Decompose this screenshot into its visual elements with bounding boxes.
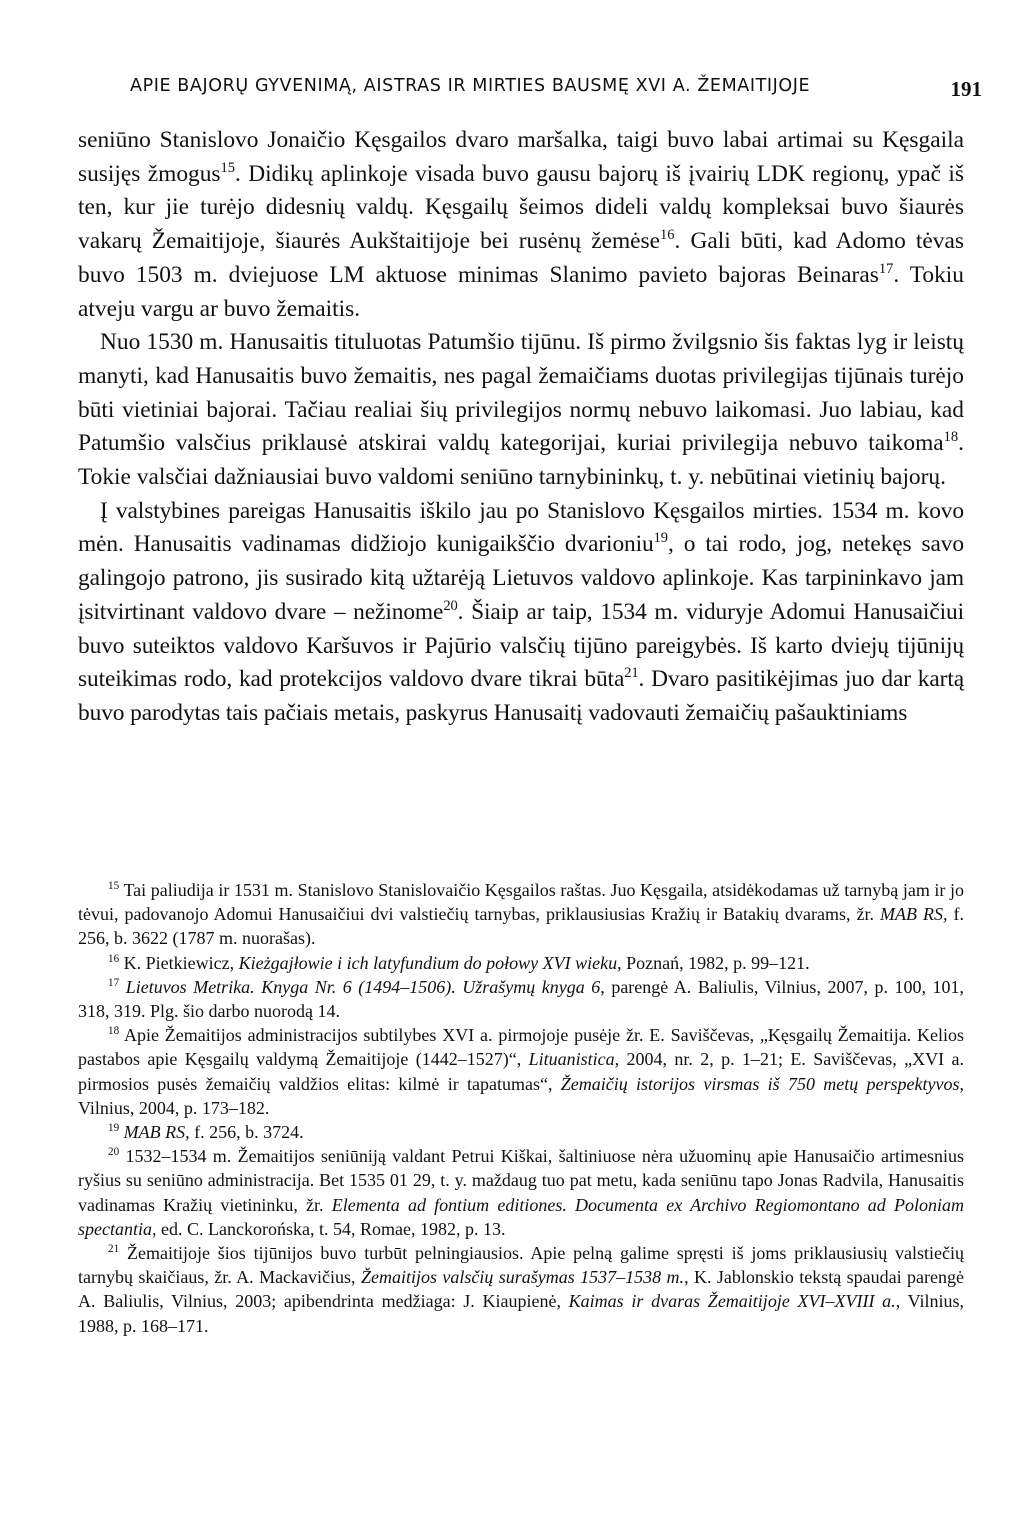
paragraph-text: . Tokiu atveju vargu ar buvo žemaitis.: [78, 261, 965, 322]
running-header: [78, 70, 982, 110]
footnote-ref-21: 21: [624, 665, 639, 682]
footnote-italic: Kieżgajłowie i ich latyfundium do połowy XVI wieku: [238, 952, 618, 973]
footnote-text: Apie Žemaitijos administracijos subtilybes XVI a. pirmojoje pusėje žr. E. Saviščevas, „Kęsgailų Žemaitija. Kelios pastabos apie Kęsgailų valdymą Žemaitijoje (1442–1527)“,: [78, 1025, 964, 1070]
footnote-text: , K. Jablonskio tekstą spaudai parengė A. Baliulis, Vilnius, 2003; apibendrinta medžiaga: J. Kiaupienė,: [78, 1267, 965, 1312]
footnote-italic: Elementa ad fontium editiones. Documenta ex Archivo Regiomontano ad Poloniam spectantia: [78, 1194, 965, 1239]
paragraph-text: . Gali būti, kad Adomo tėvas buvo 1503 m. dviejuose LM aktuose minimas Slanimo pavieto bajoras Beinaras: [78, 228, 964, 288]
footnote-ref-20: 20: [443, 598, 458, 615]
footnote-ref-15: 15: [220, 159, 236, 176]
footnote-number: 15: [108, 880, 120, 892]
footnote-italic: Lietuvos Metrika. Knyga Nr. 6 (1494–1506). Užrašymų knyga 6: [125, 976, 601, 997]
footnote-text: K. Pietkiewicz,: [123, 952, 239, 973]
footnote-number: 18: [108, 1025, 120, 1038]
footnote-text: , parengė A. Baliulis, Vilnius, 2007, p. 100, 101, 318, 319. Plg. šio darbo nuorodą 14.: [78, 976, 965, 1022]
footnote-italic: Lituanistica: [528, 1049, 615, 1070]
paragraph-text: . Dvaro pasitikėjimas juo dar kartą buvo parodytas tais pačiais metais, paskyrus Hanusaitį vadovauti žemaičių pašauktiniams: [78, 666, 965, 726]
footnote-text: , Poznań, 1982, p. 99–121.: [617, 952, 810, 973]
paragraph-text: seniūno Stanislovo Jonaičio Kęsgailos dvaro maršalka, taigi buvo labai artimai su Kęsgaila susijęs žmogus: [78, 127, 964, 187]
footnote-text: f. 256, b. 3724.: [189, 1122, 304, 1143]
page-number: 191: [950, 77, 982, 101]
footnote-italic: Žemaičių istorijos virsmas iš 750 metų perspektyvos: [560, 1073, 960, 1094]
footnote-19: [78, 1120, 964, 1144]
paragraph-text: . Didikų aplinkoje visada buvo gausu bajorų iš įvairių LDK regionų, ypač iš ten, kur jie turėjo didesnių valdų. Kęsgailų šeimos dideli valdų kompleksai buvo šiaurės vakarų Žemaitijoje, šiaurės Aukštaitijoje bei rusėnų žemėse: [78, 160, 965, 255]
footnote-ref-17: 17: [878, 261, 894, 278]
footnote-20: [78, 1144, 964, 1241]
paragraph-text: . Tokie valsčiai dažniausiai buvo valdomi seniūno tarnybininkų, t. y. nebūtinai vietinių bajorų.: [78, 430, 964, 491]
footnote-text: , 2004, nr. 2, p. 1–21; E. Saviščevas, „XVI a. pirmosios pusės žemaičių valdžios elitas: kilmė ir tapatumas“,: [78, 1049, 964, 1094]
footnote-text: Tai paliudija ir 1531 m. Stanislovo Stanislovaičio Kęsgailos raštas. Juo Kęsgaila, atsidėkodamas už tarnybą jam ir jo tėvui, padovanojo Adomui Hanusaičiui dvi valstiečių tarnybas, priklausiusias Kražių ir Batakių dvarams, žr.: [78, 880, 964, 925]
footnote-text: , ed. C. Lanckorońska, t. 54, Romae, 1982, p. 13.: [152, 1218, 506, 1239]
footnote-text: , Vilnius, 2004, p. 173–182.: [78, 1073, 964, 1118]
book-page: [78, 70, 982, 1336]
footnote-number: 16: [108, 952, 120, 965]
footnote-18: [78, 1023, 964, 1120]
paragraph-2: [78, 326, 964, 495]
paragraph-text: , o tai rodo, jog, netekęs savo galingojo patrono, jis susirado kitą užtarėją Lietuvos valdovo aplinkoje. Kas tarpininkavo jam įsitvirtinant valdovo dvare – nežinome: [78, 531, 964, 625]
footnotes: [78, 878, 964, 1338]
footnote-ref-18: 18: [943, 429, 959, 446]
paragraph-text: Nuo 1530 m. Hanusaitis tituluotas Patumšio tijūnu. Iš pirmo žvilgsnio šis faktas lyg ir leistų manyti, kad Hanusaitis buvo žemaitis, nes pagal žemaičiams duotas privilegijas tijūnais turėjo būti vietiniai bajorai. Tačiau realiai šių privilegijos normų nebuvo laikomasi. Juo labiau, kad Patumšio valsčius priklausė atskirai valdų kategorijai, kuriai privilegija nebuvo taikoma: [78, 329, 964, 457]
footnote-italic: Žemaitijos valsčių surašymas 1537–1538 m.: [360, 1267, 685, 1288]
footnote-text: f. 256, b. 3622 (1787 m. nuorašas).: [78, 904, 965, 949]
paragraph-3: [78, 495, 964, 731]
footnote-16: [78, 951, 964, 975]
footnote-number: 17: [108, 976, 120, 989]
footnote-italic: MAB RS,: [880, 904, 948, 925]
footnote-text: Žemaitijoje šios tijūnijos buvo turbūt pelningiausios. Apie pelną galime spręsti iš joms priklausiusių valstiečių tarnybų skaičiaus, žr. A. Mackavičius,: [78, 1243, 965, 1288]
footnote-17: [78, 975, 964, 1023]
paragraph-1: [78, 124, 964, 326]
footnote-number: 20: [108, 1146, 120, 1159]
running-title: APIE BAJORŲ GYVENIMĄ, AISTRAS IR MIRTIES BAUSMĘ XVI A. ŽEMAITIJOJE: [130, 76, 811, 96]
footnote-21: [78, 1241, 964, 1338]
footnote-italic: Kaimas ir dvaras Žemaitijoje XVI–XVIII a.: [568, 1291, 896, 1312]
footnote-15: [78, 878, 964, 951]
footnote-italic: MAB RS,: [123, 1122, 190, 1143]
footnote-ref-16: 16: [660, 227, 675, 244]
footnote-ref-19: 19: [653, 530, 668, 547]
paragraph-text: Į valstybines pareigas Hanusaitis iškilo jau po Stanislovo Kęsgailos mirties. 1534 m. kovo mėn. Hanusaitis vadinamas didžiojo kunigaikščio dvarioniu: [78, 497, 964, 558]
footnote-number: 19: [108, 1122, 120, 1135]
paragraph-text: . Šiaip ar taip, 1534 m. viduryje Adomui Hanusaičiui buvo suteiktos valdovo Karšuvos ir Pajūrio valsčių tijūno pareigybės. Iš karto dviejų tijūnijų suteikimas rodo, kad protekcijos valdovo dvare tikrai būta: [78, 598, 964, 693]
footnote-text: , Vilnius, 1988, p. 168–171.: [78, 1291, 964, 1336]
footnote-text: 1532–1534 m. Žemaitijos seniūniją valdant Petrui Kiškai, šaltiniuose nėra užuominų apie Hanusaičio artimesnius ryšius su seniūno administracija. Bet 1535 01 29, t. y. maždaug tuo pat metu, kada seniūnu tapo Jonas Radvila, Hanusaitis vadinamas Kražių vietininku, žr.: [78, 1146, 964, 1215]
main-text: [78, 110, 964, 731]
footnote-number: 21: [108, 1243, 120, 1256]
